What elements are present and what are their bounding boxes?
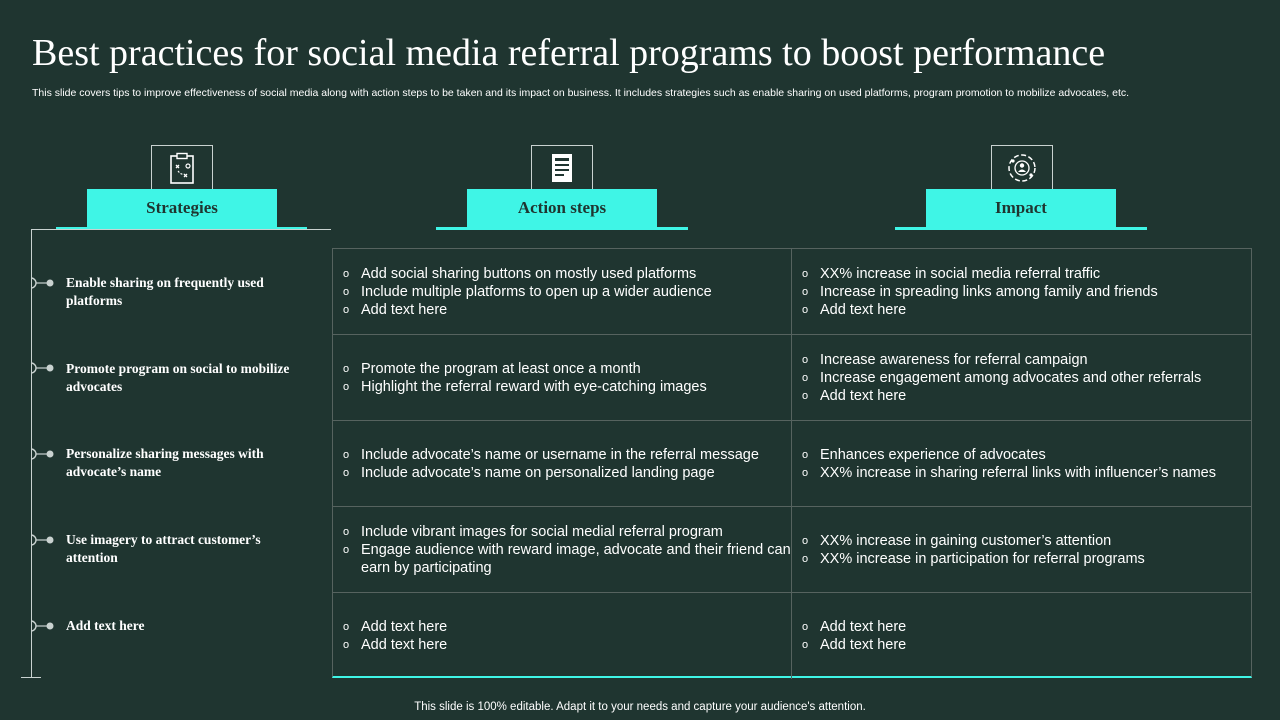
slide-subtitle: This slide covers tips to improve effectiveness of social media along with action steps to be taken and its impact on business. It includes strategies such as enable sharing on used platforms, program promotion to mobilize advocates, etc.: [32, 87, 1130, 99]
strategy-item: Use imagery to attract customer’s attention: [66, 532, 261, 565]
action-steps-cell: [333, 507, 792, 593]
impact-cell: [792, 421, 1251, 507]
strategy-item: Add text here: [66, 618, 145, 633]
strategy-item: Personalize sharing messages with advocate’s name: [66, 446, 264, 479]
header-action-steps-label: Action steps: [467, 189, 657, 227]
action-steps-cell: [333, 335, 792, 421]
list-item: o Increase engagement among advocates and other referrals: [802, 369, 1202, 386]
list-item: o Add text here: [343, 637, 448, 653]
document-list-icon: [531, 145, 593, 189]
header-impact-label: Impact: [926, 189, 1116, 227]
action-steps-cell: [333, 593, 792, 679]
list-item: o Add text here: [343, 619, 448, 635]
list-item: o Include advocate’s name or username in the referral message: [343, 446, 759, 463]
list-item: o XX% increase in sharing referral links with influencer’s names: [802, 464, 1216, 481]
list-item: o Include vibrant images for social medial referral program: [343, 523, 723, 540]
list-item: o XX% increase in gaining customer’s attention: [802, 532, 1112, 549]
list-item: o Add text here: [343, 301, 448, 318]
clipboard-icon: [151, 145, 213, 189]
strategy-item: Promote program on social to mobilize advocates: [66, 361, 290, 394]
list-item: o Add text here: [802, 387, 907, 404]
slide-title: Best practices for social media referral programs to boost performance: [32, 32, 1106, 74]
list-item: o Add text here: [802, 637, 907, 653]
list-item: o Increase awareness for referral campaign: [802, 351, 1088, 368]
strategy-item: Enable sharing on frequently used platforms: [66, 275, 264, 308]
timeline-marker: [25, 361, 55, 375]
list-item: o Engage audience with reward image, advocate and their friend can earn by participating: [343, 541, 791, 576]
list-item: o Include advocate’s name on personalized landing page: [343, 464, 715, 481]
action-steps-cell: [333, 421, 792, 507]
list-item: o Increase in spreading links among family and friends: [802, 283, 1158, 300]
list-item: o Highlight the referral reward with eye-catching images: [343, 378, 707, 395]
practices-table: [332, 248, 1252, 678]
list-item: o Enhances experience of advocates: [802, 446, 1046, 463]
header-strategies-label: Strategies: [87, 189, 277, 227]
impact-cell: [792, 507, 1251, 593]
target-people-icon: [991, 145, 1053, 189]
list-item: o Include multiple platforms to open up a wider audience: [343, 283, 712, 300]
impact-cell: [792, 249, 1251, 335]
list-item: o XX% increase in participation for referral programs: [802, 550, 1145, 567]
list-item: o Add text here: [802, 619, 907, 635]
list-item: o Add text here: [802, 301, 907, 318]
timeline-marker: [25, 619, 55, 633]
timeline-top-line: [31, 229, 331, 230]
timeline-marker: [25, 533, 55, 547]
impact-cell: [792, 593, 1251, 679]
timeline-marker: [25, 276, 55, 290]
list-item: o XX% increase in social media referral traffic: [802, 265, 1101, 282]
header-impact-underline: [895, 227, 1147, 230]
list-item: o Add social sharing buttons on mostly used platforms: [343, 265, 697, 282]
footer-note: This slide is 100% editable. Adapt it to your needs and capture your audience's attention.: [414, 701, 866, 713]
timeline-marker: [25, 447, 55, 461]
impact-cell: [792, 335, 1251, 421]
list-item: o Promote the program at least once a month: [343, 360, 641, 377]
header-action-steps-underline: [436, 227, 688, 230]
action-steps-cell: [333, 249, 792, 335]
timeline-base: [21, 677, 41, 678]
